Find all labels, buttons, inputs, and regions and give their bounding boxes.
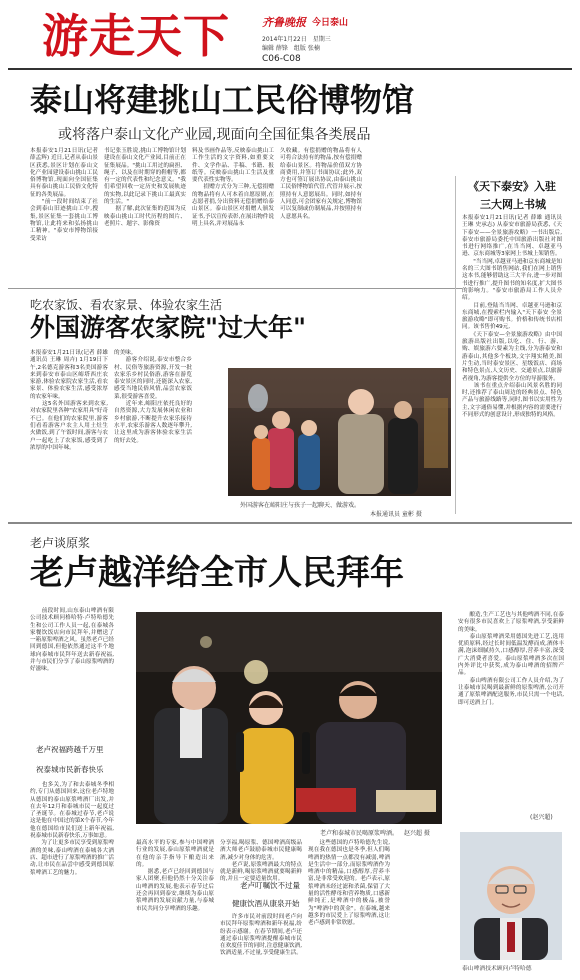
date-line: 2014年1月22日 星期三 [262, 36, 331, 43]
paper-logo: 齐鲁晚报 [262, 16, 306, 29]
sidebar-body: 本报泰安1月21日讯(记者 薛雄 通讯员 王琳 史承志) 从泰安市旅游局获悉,《天下泰安——全景旅游攻略》一书出版后,泰安市旅游局委托中国旅游出版社对图书进行网络推广,在当当网、卓越亚马逊、京东商城等3家网上书城上架销售。 "当当网,卓越亚马逊和京东商城是知名的三大图书销售网站,我们在网上销售这本书,能够借助这三大平台,进一步对图书进行推广,提升图书的知名度,扩大图书的影响力。"泰安市旅游局工作人员介绍。 目前,登陆当当网、卓越亚马逊和京东商城,在搜索栏内输入"天下泰安 全景旅游攻略"即可购书。价格和传统书店相同。该书售价49元, 《天下泰安—全景旅游攻略》由中国旅游出版社出版,以吃、住、行、游、购、娱旅游六要素为主线,分为游泰安和游泰山,其他多个板块,文字翔实精美,图片生动,当时泰安景区、星级饭店、商场和特色景点,人文历史、交通景点,以旅游者视角,为游客提供全方位的导游服务。 该书在重点介绍泰山风景名胜的同时,还推荐了泰山周边的经典景点、特色产品与旅游线路等,同时,图书以实用性为主,文字通俗易懂,并根据内容的需要进行不同形式的创意设计,形成独特的风格。 [462, 215, 562, 419]
masthead-rule [8, 68, 572, 70]
story2-photo-credit: 本报通讯员 童彬 摄 [370, 511, 422, 518]
story3-column-3: 分享福,喝原浆、德国啤酒高级品酒大师老卢鼓励泰城市民健康喝酒,减少对身体的危害。 老卢说,原浆啤酒最大的特点就是新鲜,喝原浆啤酒就要喝新鲜的,并且一定要适量饮用。 [220, 840, 302, 883]
story2-photo-caption: 外国游客在峪阳庄与孩子一起聊天、做游戏。 [240, 502, 361, 509]
story3-subhead-1b: 祝泰城市民新春快乐 [36, 765, 104, 774]
story3-column-5-credit: (赵兴超) [530, 814, 553, 821]
sidebar-title-line1: 《天下泰安》入驻 [468, 180, 556, 193]
story3-column-1: 前段时间,山东泰山啤酒有限公司技术顾问格哈特·卢特哈德先生和公司工作人员一起,在泰城各家餐饮饭店向市民拜年,并赠送了一箱原浆啤酒之风。虽然老卢已经回到德国,但他依然通过这半个地球向泰城市民拜年送去新春祝福,并与市民们分享了泰山原浆啤酒的好滋味。 [30, 608, 114, 673]
story3-portrait-caption: 泰山啤酒技术顾问卢特哈德 [462, 966, 532, 972]
page-range: C06-C08 [262, 54, 301, 64]
story2-photo [228, 368, 451, 496]
story1-column-2: 书记张玉胜说,挑山工博物馆计划建设在泰山文化产业园,目前正在征集展品。"挑山工用过的扁担、绳子、以及在时期穿的鞋帽等,都有一定的代表性和纪念意义。"我们希望回收一定历史和发展轨迹的实物,以此记录下挑山工最真实的生活。" 据了解,此次征集的范围为反映泰山挑山工时代历程的图片、老照片、题字、影像资 [104, 148, 186, 227]
story3-column-1b: 也多关,为了和去泰城冬季相约,专门从德国回来,这位老卢特地从德国的泰山原浆啤酒厂出发,并在去年12月和泰城市民一起度过了圣诞节。在泰城过春节,老卢说这是他在中国过的第X个春节,今年他在德国给市民们送上新年祝福,祝泰城市民新春快乐,万事如意。 为了让更多市民享受到原浆啤酒的美味,泰山啤酒在泰城各大酒店、超市进行了原浆啤酒的推广活动,让市民在品尝中感受到德国原浆啤酒工艺的魅力。 [30, 782, 114, 876]
story3-column-4: 这些德国的卢特哈德先生说,现在我在德国也是冬季,但人们喝啤酒的热情一点都没有减弱,啤酒是生活中一部分,而原浆啤酒作为啤酒中的精品,口感醇厚,营养丰富,是非常受欢迎的。老卢表示,原浆啤酒未经过滤和杀菌,保留了大量的活性酵母和营养物质,口感新鲜纯正,是啤酒中的极品,被誉为"啤酒中的黄金"。在泰城,越来越多的市民爱上了原浆啤酒,这让老卢感到非常欣慰。 [308, 840, 390, 927]
story1-column-4: 久收藏。有偿捐赠的物品将有人可将合法持有的物品,按有偿捐赠给泰山景区。将物品价值双方协商费用,并签订书面协议;此外,双方也可签订展出协议,由泰山挑山工民俗博物馆代管,代管并展示,按照持有人意愿展出。同时,如持有人同意,可会团家有关规定,博物馆可以复制或仿制展品,并按照持有人意愿具名。 [280, 148, 362, 220]
story2-kicker: 吃农家饭、看农家景、体验农家生活 [30, 298, 223, 312]
story1-column-1: 本报泰安1月21日讯(记者 薛孟辉) 近日,记者从泰山景区获悉,景区计划在泰山文化产业园建设泰山挑山工民俗博物馆,现面向全国征集具有泰山挑山工民俗文化特征的各类展品。 "前一段时间结束了社会到泰山旧迹挑山工中,搜集,景区征集一套挑山工博物馆,让此将来和弘扬挑山工精神。"泰安市博物馆接受采访 [30, 148, 98, 242]
story3-subhead-3b: 健康饮酒从康泉开始 [232, 899, 300, 908]
story3-subhead-1a: 老卢祝福跨越千万里 [36, 745, 104, 754]
story1-subhead: 或将落户泰山文化产业园,现面向全国征集各类展品 [58, 127, 371, 143]
story3-headline: 老卢越洋给全市人民拜年 [30, 553, 404, 593]
photo-beer-toast [136, 612, 442, 824]
photo-foreign-tourists [228, 368, 451, 496]
story2-column-2: 的美味。 游客介绍说,泰安市整合乡村、民俗等旅游资源,开发一批农家乐乡村民俗游,游客在游览泰安景区的同时,还能深入农家,感受当地民俗风情,品尝农家饭菜,很受游客喜爱。 近年来,峪阳庄依托良好的自然资源,大力发展休闲农业和乡村旅游,不断提升农家乐接待水平,农家乐游客人数逐年攀升,让这里成为游客体验农家生活的好去处。 [114, 350, 192, 444]
story3-column-5: 酿造,生产工艺也与其他啤酒不同,在泰安有很多市民喜欢上了原浆啤酒,享受新鲜的美味。 泰山原浆啤酒采用德国先进工艺,选用优质原料,经过长时间低温发酵而成,酒体丰满,泡沫细腻持久,口感醇厚,营养丰富,深受广大消费者喜爱。泰山原浆啤酒多次在国内外评比中获奖,成为泰山啤酒的招牌产品。 泰山啤酒有限公司工作人员介绍,为了让泰城市民喝到最新鲜的原浆啤酒,公司开通了原浆啤酒配送服务,市民只需一个电话,即可送酒上门。 [458, 612, 564, 706]
story3-photo [136, 612, 442, 824]
story3-portrait [460, 832, 562, 960]
sidebar-divider [455, 176, 456, 514]
story3-column-2: 最高水平的专家,参与中国啤酒行业的发展,泰山原浆啤酒就是在他的亲手指导下酿造出来的。 据悉,老卢已经回到德国与家人团聚,但他仍然十分关注泰山啤酒的发展,他表示春节过后还会再回到泰安,继续为泰山原浆啤酒的发展贡献力量,与泰城市民共同分享啤酒的乐趣。 [136, 840, 214, 912]
story1-headline: 泰山将建挑山工民俗博物馆 [30, 81, 415, 119]
story3-kicker: 老卢谈原浆 [30, 536, 91, 550]
story3-photo-caption: 老卢和泰城市民喝原浆啤酒。 [320, 830, 399, 837]
story2-headline: 外国游客农家院"过大年" [30, 313, 307, 342]
story1-column-3: 料及书画作品等,反映泰山挑山工工作生活的文字资料,如重要文件、文学作品、手稿、书籍、报纸等。反映泰山挑山工生活及重要代表性实物等。 捐赠方式分为三种,无偿捐赠的物品将有人可本着自愿原则,在志愿者捐,分出资料无偿捐赠给泰山景区。泰山景区对捐赠人颁发证书,予以宣传表彰,在展出物件说明上具名,并对展品永 [192, 148, 274, 227]
story2-column-1: 本报泰安1月21日讯(记者 薛雄 通讯员 王琳 周卉) 1月19日下午,2名德克游客和3名美国游客来到泰安市泰山区峪塔西庄农家游,体验农家院农家生活,看农家景、体验农家生活,感受浓厚的农家年味。 这5名外国游客来到农家,对农家院里各种"农家用具"好奇不已。在他们的农家院里,游客们看着游客户农主人用土灶生火做饭,到了午饭时间,游客与农户一起吃上了农家饭,感受到了浓厚的中国年味。 [30, 350, 108, 451]
sidebar-title-line2: 三大网上书城 [480, 198, 546, 211]
story3-subhead-3a: 老卢叮嘱饮不过量 [240, 881, 300, 890]
section-title: 游走天下 [42, 9, 230, 63]
story3-photo-credit: 赵兴超 摄 [404, 830, 430, 837]
editors-line: 编辑 薛锋 组版 张楠 [262, 45, 320, 52]
portrait-expert [460, 832, 562, 960]
story1-bottom-rule [8, 288, 462, 289]
story3-column-3b: 许多市民对前段时间老卢向市民拜年原浆啤酒和新年祝福,纷纷表示感谢。在春节期间,老卢还通过泰山原浆啤酒提醒泰城市民在欢度佳节的同时,注意健康饮酒,饮酒适量,不过量,享受健康生活。 [220, 914, 302, 957]
story2-bottom-rule [8, 522, 572, 524]
paper-sub: 今日泰山 [312, 18, 349, 28]
